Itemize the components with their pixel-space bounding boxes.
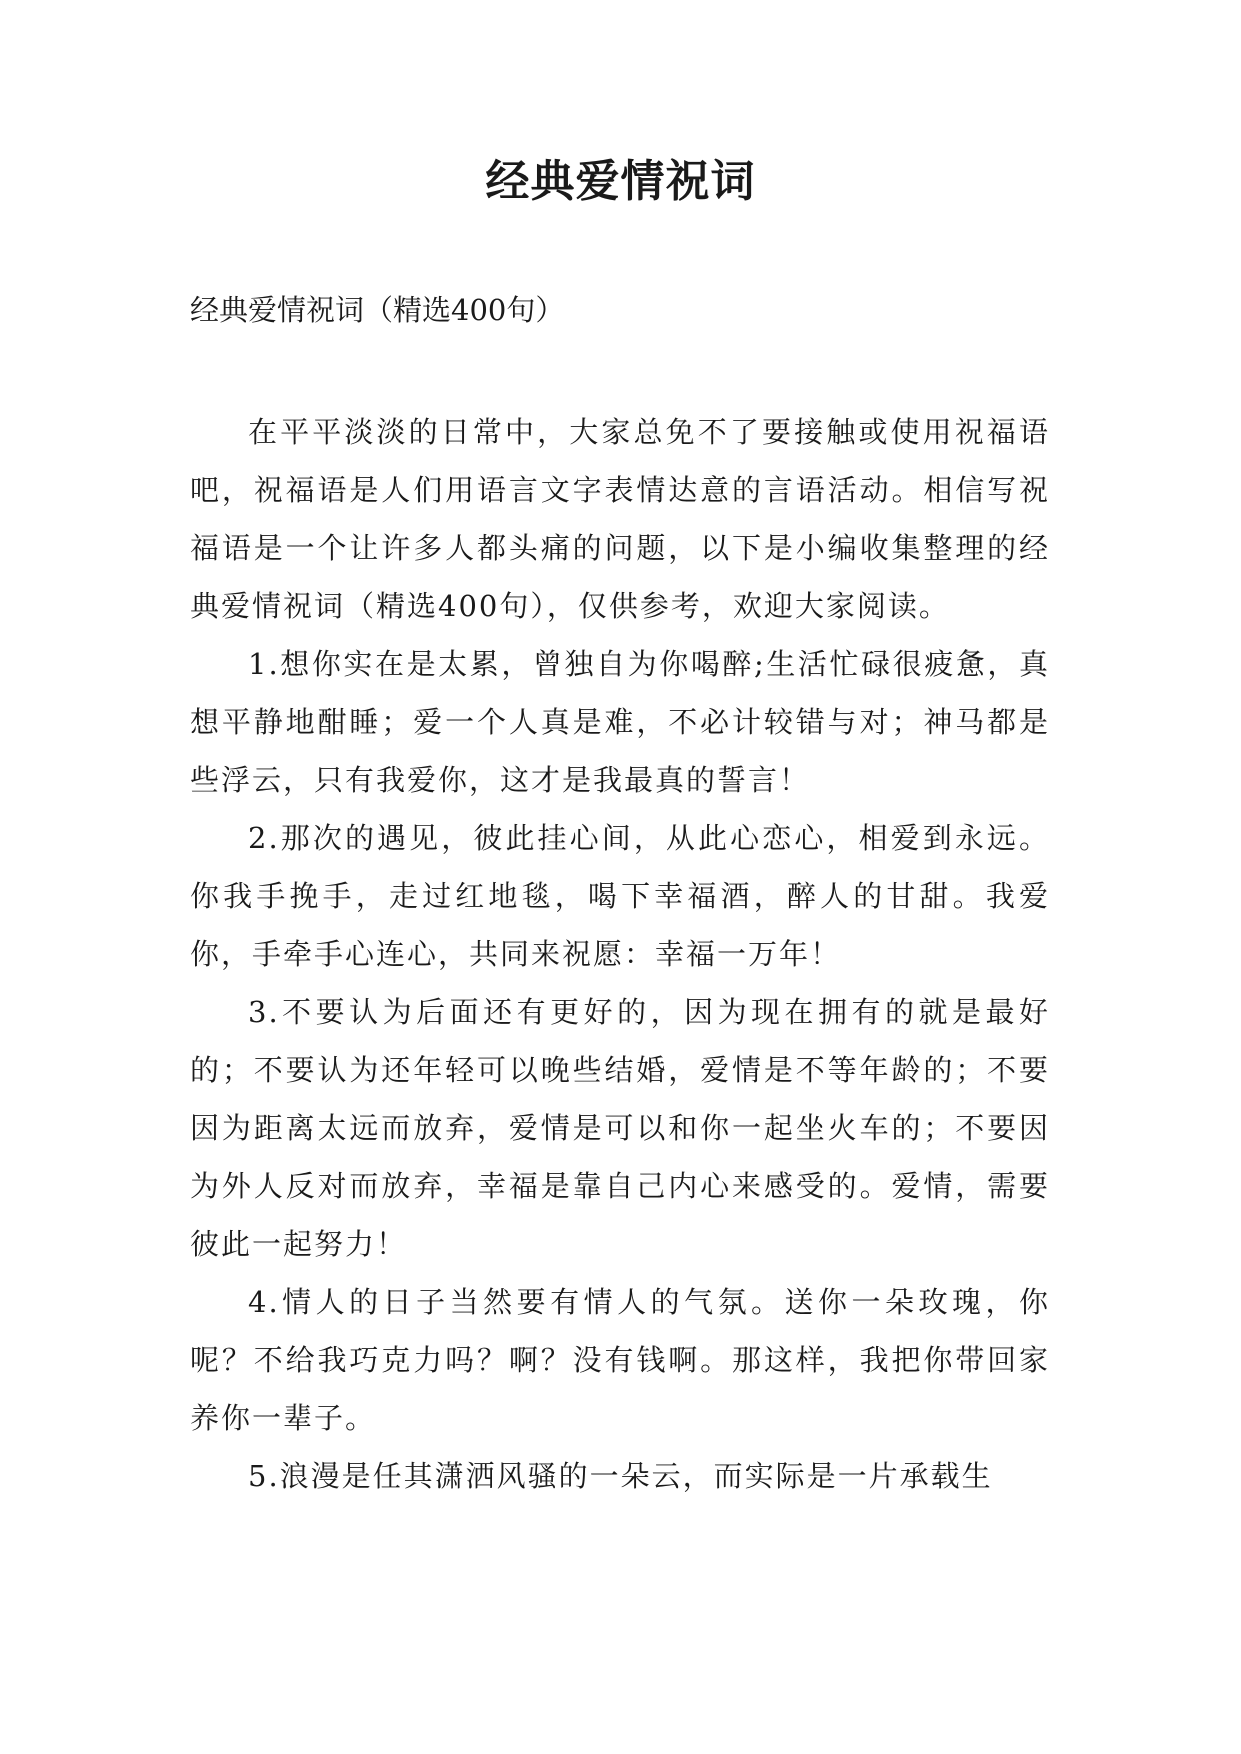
wish-paragraph-4: 4.情人的日子当然要有情人的气氛。送你一朵玫瑰，你呢？不给我巧克力吗？啊？没有钱啊。那这样，我把你带回家养你一辈子。 (190, 1285, 1050, 1435)
document-title: 经典爱情祝词 (485, 156, 756, 207)
intro-paragraph: 在平平淡淡的日常中，大家总免不了要接触或使用祝福语吧，祝福语是人们用语言文字表情达意的言语活动。相信写祝福语是一个让许多人都头痛的问题，以下是小编收集整理的经典爱情祝词（精选400句），仅供参考，欢迎大家阅读。 (190, 415, 1050, 623)
wish-paragraph-5: 5.浪漫是任其潇洒风骚的一朵云，而实际是一片承载生 (248, 1459, 993, 1493)
wish-paragraph-3: 3.不要认为后面还有更好的，因为现在拥有的就是最好的；不要认为还年轻可以晚些结婚，爱情是不等年龄的；不要因为距离太远而放弃，爱情是可以和你一起坐火车的；不要因为外人反对而放弃，幸福是靠自己内心来感受的。爱情，需要彼此一起努力！ (190, 995, 1050, 1261)
wish-paragraph-1: 1.想你实在是太累，曾独自为你喝醉;生活忙碌很疲惫，真想平静地酣睡；爱一个人真是难，不必计较错与对；神马都是些浮云，只有我爱你，这才是我最真的誓言！ (190, 647, 1050, 797)
document-body (190, 403, 1050, 1505)
document-subtitle: 经典爱情祝词（精选400句） (190, 293, 565, 327)
wish-paragraph-2: 2.那次的遇见，彼此挂心间，从此心恋心，相爱到永远。你我手挽手，走过红地毯，喝下幸福酒，醉人的甘甜。我爱你，手牵手心连心，共同来祝愿：幸福一万年！ (190, 821, 1050, 971)
